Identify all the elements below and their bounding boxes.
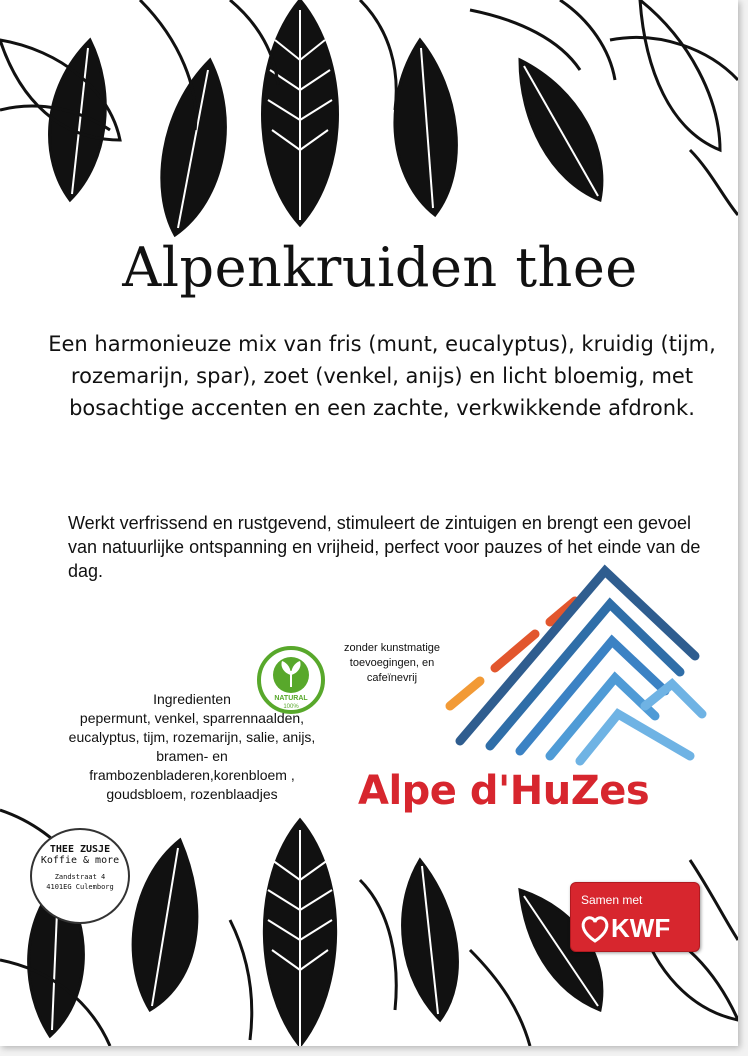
ingredients-heading: Ingredienten — [153, 691, 231, 707]
shop-stamp — [30, 828, 130, 924]
additives-note: zonder kunstmatige toevoegingen, en cafeïnevrij — [344, 642, 440, 684]
shop-name: THEE ZUSJE — [49, 844, 111, 855]
badge-line1: NATURAL — [274, 695, 308, 702]
badge-line2: 100% — [283, 704, 299, 710]
shop-postal: 4101EG Culemborg — [46, 883, 114, 891]
ingredients-list: pepermunt, venkel, sparrennaalden, eucalyptus, tijm, rozemarijn, salie, anijs, bramen- en frambozenbladeren,korenbloem , goudsbloem, rozenblaadjes — [68, 710, 316, 802]
kwf-name: KWF — [611, 913, 671, 943]
effect-description: Werkt verfrissend en rustgevend, stimuleert de zintuigen en brengt een gevoel van natuurlijke ontspanning en vrijheid, perfect voor pauzes of het einde van de dag. — [68, 513, 701, 581]
kwf-prefix: Samen met — [581, 893, 643, 907]
kwf-badge — [570, 882, 700, 952]
shop-tagline: Koffie & more — [40, 855, 120, 866]
alpe-dhuzes-wordmark: Alpe d'HuZes — [358, 768, 650, 814]
top-leaf-illustration — [0, 0, 738, 240]
product-title: Alpenkruiden thee — [122, 236, 638, 299]
ingredients-block — [58, 690, 326, 804]
flavor-description: Een harmonieuze mix van fris (munt, eucalyptus), kruidig (tijm, rozemarijn, spar), zoet (venkel, anijs) en licht bloemig, met bosachtige accenten en een zachte, verkwikkende afdronk. — [48, 332, 716, 420]
shop-street: Zandstraat 4 — [54, 873, 106, 881]
alpe-dhuzes-logo-mark — [440, 556, 710, 772]
